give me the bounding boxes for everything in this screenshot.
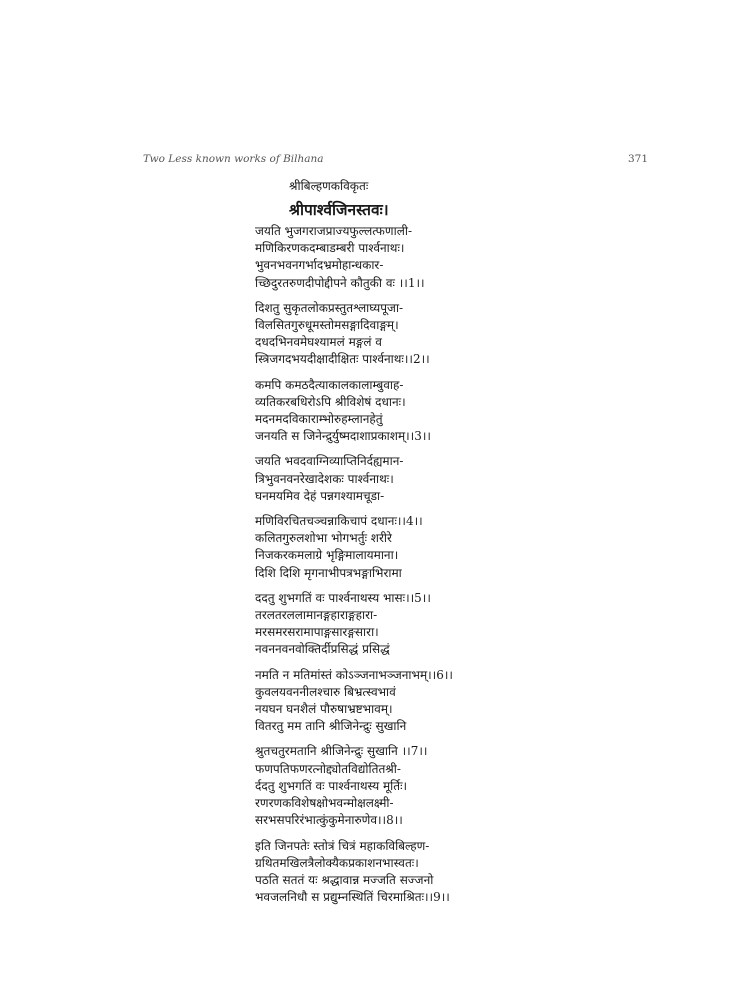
stanza	[255, 513, 555, 582]
verse-line: मणिविरचितचञ्चन्नाकिचापं दधानः।।4।।	[255, 514, 423, 529]
verse-line: ग्रथितमखिलत्रैलोक्यैकप्रकाशनभास्वतः।	[255, 855, 419, 870]
verse-line: रणरणकविशेषक्षोभवन्मोक्षलक्ष्मी-	[255, 796, 394, 811]
stanza	[255, 838, 555, 907]
verse-line: इति जिनपतेः स्तोत्रं चित्रं महाकविबिल्हण-	[255, 838, 430, 853]
author-attribution: श्रीबिल्हणकविकृतः	[289, 179, 369, 193]
verse-line: भुवनभवनगर्भादभ्रमोहान्धकार-	[255, 258, 384, 273]
verse-line: तरलतरललामानङ्गहाराङ्गहारा-	[255, 608, 378, 623]
running-head: Two Less known works of Bilhana	[143, 153, 324, 165]
stanza	[255, 590, 555, 659]
verse-line: व्यतिकरबधिरोऽपि श्रीविशेषं दधानः।	[255, 394, 406, 409]
verse-line: जनयति स जिनेन्द्रुर्युष्मदाशाप्रकाशम्।।3।।	[255, 429, 431, 444]
stanza	[255, 667, 555, 736]
verse-line: र्ददतु शुभगतिं वः पार्श्वनाथस्य मूर्तिः।	[255, 778, 408, 793]
verse-line: दधदभिनवमेघश्यामलं मङ्गलं व	[255, 335, 382, 350]
verse-line: घनमयमिव देहं पन्नगश्यामचूडा-	[255, 488, 385, 503]
verse-line: नमति न मतिमांस्तं कोऽञ्जनाभञ्जनाभम्।।6।।	[255, 667, 453, 682]
hymn-title: श्रीपार्श्वजिनस्तवः।	[289, 200, 389, 219]
stanza	[255, 223, 555, 292]
verse-line: मणिकिरणकदम्बाडम्बरी पार्श्वनाथः।	[255, 241, 405, 256]
verse-line: वितरतु मम तानि श्रीजिनेन्द्रुः सुखानि	[255, 719, 407, 734]
verse-line: सरभसपरिरंभात्कुंकुमेनारुणेव।।8।।	[255, 813, 403, 828]
stanza-list	[255, 223, 555, 906]
verse-line: मरसमरसरामापाङ्गसारङ्गसारा।	[255, 625, 379, 640]
verse-line: दिशि दिशि मृगनाभीपत्रभङ्गाभिरामा	[255, 565, 402, 580]
verse-line: नयघन घनशैलं पौरुषाभ्रष्टभावम्।	[255, 702, 393, 717]
page-number: 371	[628, 153, 649, 165]
stanza	[255, 743, 555, 829]
verse-line: विलसितगुरुधूमस्तोमसङ्गादिवाङ्गम्।	[255, 318, 399, 333]
verse-line: जयति भवदवाग्निव्याप्तिनिर्दह्यमान-	[255, 454, 404, 469]
verse-line: भवजलनिधौ स प्रद्युम्नस्थितिं चिरमाश्रितः।।9।।	[255, 890, 450, 905]
verse-line: निजकरकमलाग्रे भृङ्गिमालायमाना।	[255, 548, 399, 563]
verse-line: कमपि कमठदैत्याकालकालाम्बुवाह-	[255, 377, 404, 392]
verse-line: नवननवनवोक्तिर्दीप्रसिद्धं प्रसिद्धं	[255, 642, 390, 657]
verse-line: कलितगुरुलशोभा भोगभर्तुः शरीरे	[255, 531, 392, 546]
verse-line: फणपतिफणरत्नोद्द्योतविद्योतितश्री-	[255, 761, 401, 776]
stanza	[255, 300, 555, 369]
verse-line: पठति सततं यः श्रद्धावान्न मज्जति सज्जनो	[255, 872, 434, 887]
stanza	[255, 453, 555, 505]
verse-line: कुवलयवननीलश्चारु बिभ्रत्स्वभावं	[255, 684, 396, 699]
verse-line: दिशतु सुकृतलोकप्रस्तुतश्लाघ्यपूजा-	[255, 300, 404, 315]
verse-line: च्छिदुरतरुणदीपोद्दीपने कौतुकी वः ।।1।।	[255, 275, 425, 290]
verse-line: मदनमदविकाराम्भोरुहम्लानहेतुं	[255, 412, 383, 427]
hymn-text-block	[255, 178, 555, 914]
verse-line: श्रुतचतुरमतानि श्रीजिनेन्द्रुः सुखानि ।।7।।	[255, 744, 428, 759]
verse-line: त्रिभुवनवनरेखादेशकः पार्श्वनाथः।	[255, 471, 394, 486]
verse-line: ददतु शुभगतिं वः पार्श्वनाथस्य भासः।।5।।	[255, 590, 431, 605]
stanza	[255, 377, 555, 446]
verse-line: स्त्रिजगदभयदीक्षादीक्षितः पार्श्वनाथः।।2।।	[255, 352, 430, 367]
verse-line: जयति भुजगराजप्राज्यफुल्लत्फणाली-	[255, 224, 413, 238]
